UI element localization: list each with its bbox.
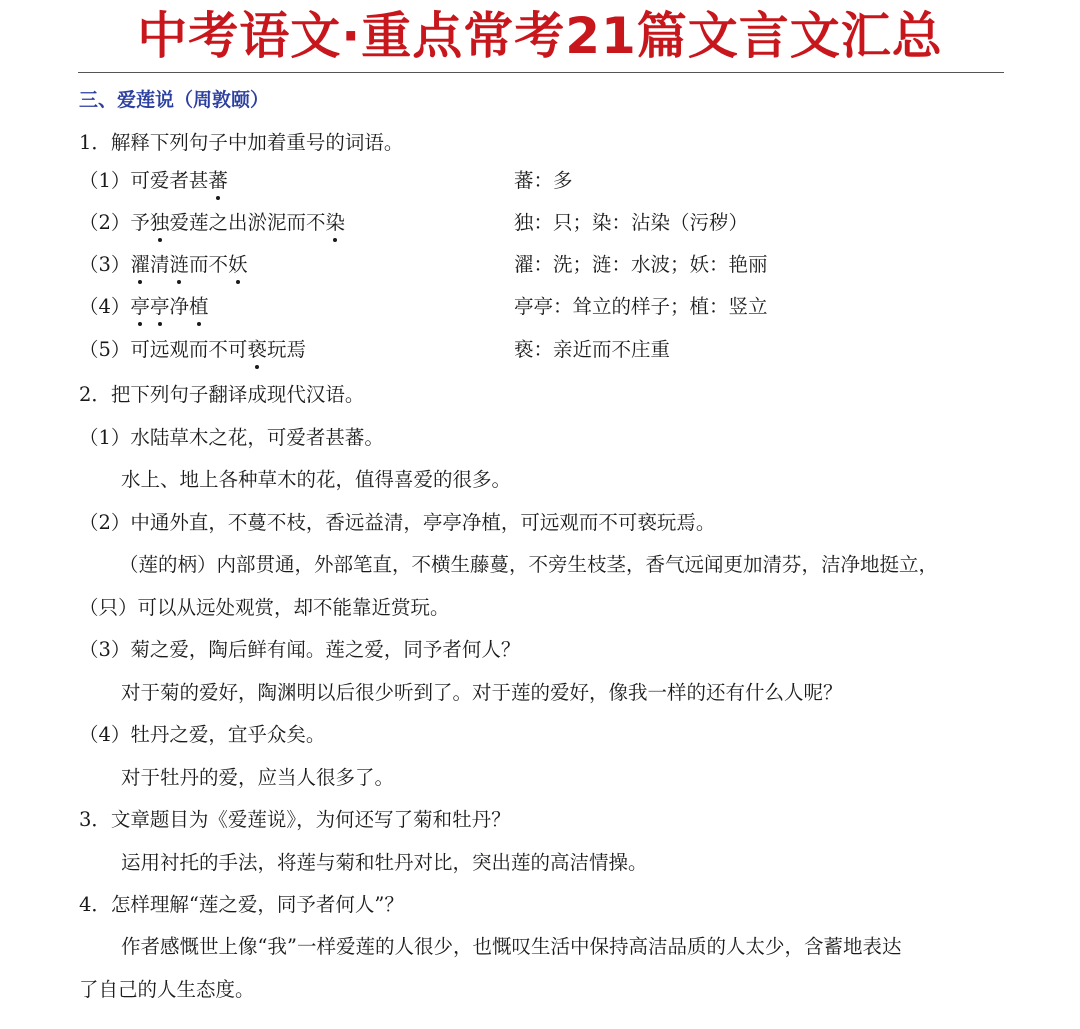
- q1-item-3: [79, 251, 248, 279]
- q2-translation-3: 对于菊的爱好，陶渊明以后很少听到了。对于莲的爱好，像我一样的还有什么人呢？: [121, 681, 843, 704]
- title-divider: [78, 72, 1004, 73]
- q2-source-1: （1）水陆草木之花，可爱者甚蕃。: [79, 426, 384, 449]
- q1-item-3-text: （3）: [79, 253, 131, 276]
- q1-answer-3: 濯：洗；涟：水波；妖：艳丽: [514, 253, 768, 276]
- q1-item-2: [79, 209, 345, 237]
- q1-answer-4: 亭亭：耸立的样子；植：竖立: [514, 295, 768, 318]
- q3-answer: 运用衬托的手法，将莲与菊和牡丹对比，突出莲的高洁情操。: [121, 851, 648, 874]
- q1-item-4: [79, 293, 208, 321]
- q1-item-3-text-mid: 清: [149, 253, 170, 276]
- q1-item-5: [79, 336, 306, 364]
- q4-answer-line-1: 作者感慨世上像“我”一样爱莲的人很少，也慨叹生活中保持高洁品质的人太少，含蓄地表达: [121, 935, 902, 958]
- emphasized-word: 植: [189, 293, 209, 321]
- q2-source-3: （3）菊之爱，陶后鲜有闻。莲之爱，同予者何人？: [79, 638, 521, 661]
- emphasized-word: 独: [150, 209, 170, 237]
- section-heading: 三、爱莲说（周敦颐）: [79, 89, 270, 111]
- q1-item-3-text-mid2: 而不: [188, 253, 228, 276]
- q1-item-4-text-mid: 净: [169, 295, 189, 318]
- q1-prompt: 1．解释下列句子中加着重号的词语。: [79, 131, 404, 154]
- emphasized-word: 染: [325, 209, 345, 237]
- q1-item-5-text-post: 玩焉: [266, 338, 306, 361]
- q2-translation-1: 水上、地上各种草木的花，值得喜爱的很多。: [121, 468, 512, 491]
- q3-prompt: 3．文章题目为《爱莲说》，为何还写了菊和牡丹？: [79, 808, 511, 831]
- q1-item-1: [79, 167, 228, 195]
- emphasized-word: 亵: [247, 336, 267, 364]
- q1-item-5-text: （5）可远观而不可: [79, 338, 248, 361]
- q1-answer-2: 独：只；染：沾染（污秽）: [514, 211, 749, 234]
- emphasized-word: 亭: [150, 293, 170, 321]
- emphasized-word: 妖: [228, 251, 248, 279]
- q1-answer-1: 蕃：多: [514, 169, 573, 192]
- q2-translation-2-line-1: （莲的柄）内部贯通，外部笔直，不横生藤蔓，不旁生枝茎，香气远闻更加清芬，洁净地挺立，: [119, 553, 939, 576]
- page-title: 中考语文·重点常考21篇文言文汇总: [137, 7, 943, 65]
- q4-prompt: 4．怎样理解“莲之爱，同予者何人”？: [79, 893, 404, 916]
- emphasized-word: 蕃: [208, 167, 228, 195]
- q2-prompt: 2．把下列句子翻译成现代汉语。: [79, 383, 365, 406]
- q2-source-2: （2）中通外直，不蔓不枝，香远益清，亭亭净植，可远观而不可亵玩焉。: [79, 511, 716, 534]
- q1-item-2-text: （2）予: [79, 211, 150, 234]
- q1-answer-5: 亵：亲近而不庄重: [514, 338, 671, 361]
- q4-answer-line-2: 了自己的人生态度。: [79, 978, 255, 1001]
- emphasized-word: 涟: [169, 251, 189, 279]
- q2-translation-4: 对于牡丹的爱，应当人很多了。: [121, 766, 395, 789]
- q2-translation-2-line-2: （只）可以从远处观赏，却不能靠近赏玩。: [79, 596, 450, 619]
- emphasized-word: 亭: [130, 293, 150, 321]
- q1-item-4-text: （4）: [79, 295, 131, 318]
- q1-item-1-text: （1）可爱者甚: [79, 169, 209, 192]
- emphasized-word: 濯: [130, 251, 150, 279]
- q2-source-4: （4）牡丹之爱，宜乎众矣。: [79, 723, 326, 746]
- q1-item-2-text-mid: 爱莲之出淤泥而不: [169, 211, 326, 234]
